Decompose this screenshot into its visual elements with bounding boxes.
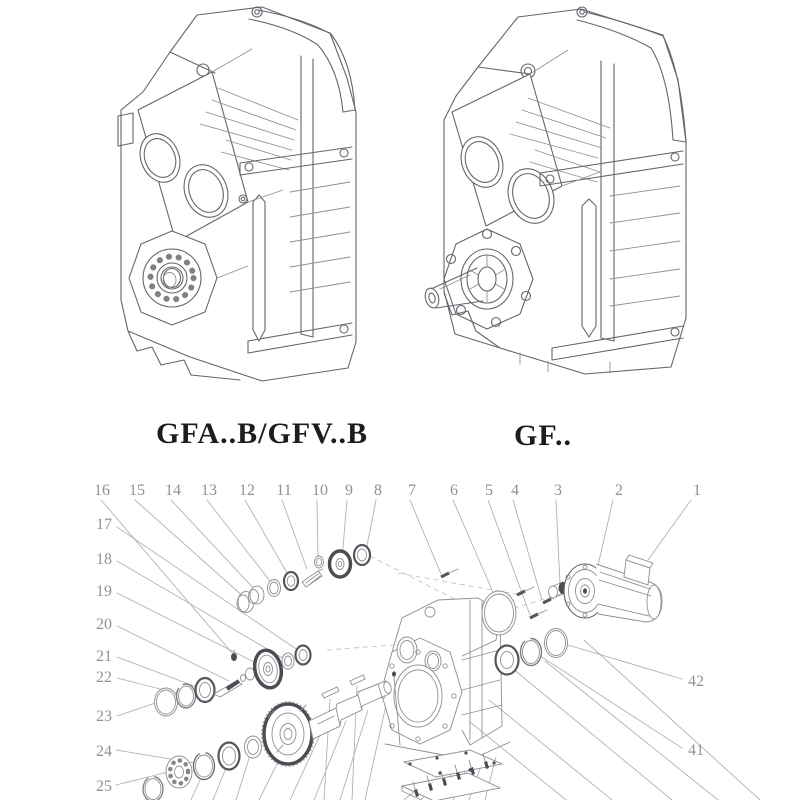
- callout-2: 2: [615, 482, 623, 499]
- output-pinion-shaft: [309, 681, 392, 739]
- callout-12: 12: [239, 482, 255, 499]
- gearbox-iso-drawing-right: [423, 7, 686, 374]
- callout-10: 10: [312, 482, 328, 499]
- callout-9: 9: [345, 482, 353, 499]
- callout-18: 18: [96, 551, 112, 568]
- model-label-right: GF..: [514, 419, 572, 452]
- callout-41: 41: [688, 742, 704, 759]
- callout-11: 11: [276, 482, 292, 499]
- callout-7: 7: [408, 482, 416, 499]
- gearbox-iso-drawing-left: [118, 7, 356, 381]
- callout-16: 16: [94, 482, 110, 499]
- callout-14: 14: [165, 482, 181, 499]
- callout-6: 6: [450, 482, 458, 499]
- callout-15: 15: [129, 482, 145, 499]
- callout-25: 25: [96, 778, 112, 795]
- model-label-left: GFA..B/GFV..B: [156, 417, 368, 450]
- callout-1: 1: [693, 482, 701, 499]
- input-shaft-parts: [231, 545, 370, 661]
- electric-motor: [596, 555, 662, 622]
- callout-19: 19: [96, 583, 112, 600]
- exploded-parts-diagram: [101, 500, 760, 800]
- callout-5: 5: [485, 482, 493, 499]
- callout-20: 20: [96, 616, 112, 633]
- callout-13: 13: [201, 482, 217, 499]
- callout-8: 8: [374, 482, 382, 499]
- callout-42: 42: [688, 673, 704, 690]
- output-gear: [262, 702, 315, 767]
- callout-23: 23: [96, 708, 112, 725]
- callout-17: 17: [96, 516, 112, 533]
- callout-22: 22: [96, 669, 112, 686]
- callout-24: 24: [96, 743, 112, 760]
- callout-4: 4: [511, 482, 519, 499]
- callout-3: 3: [554, 482, 562, 499]
- callout-21: 21: [96, 648, 112, 665]
